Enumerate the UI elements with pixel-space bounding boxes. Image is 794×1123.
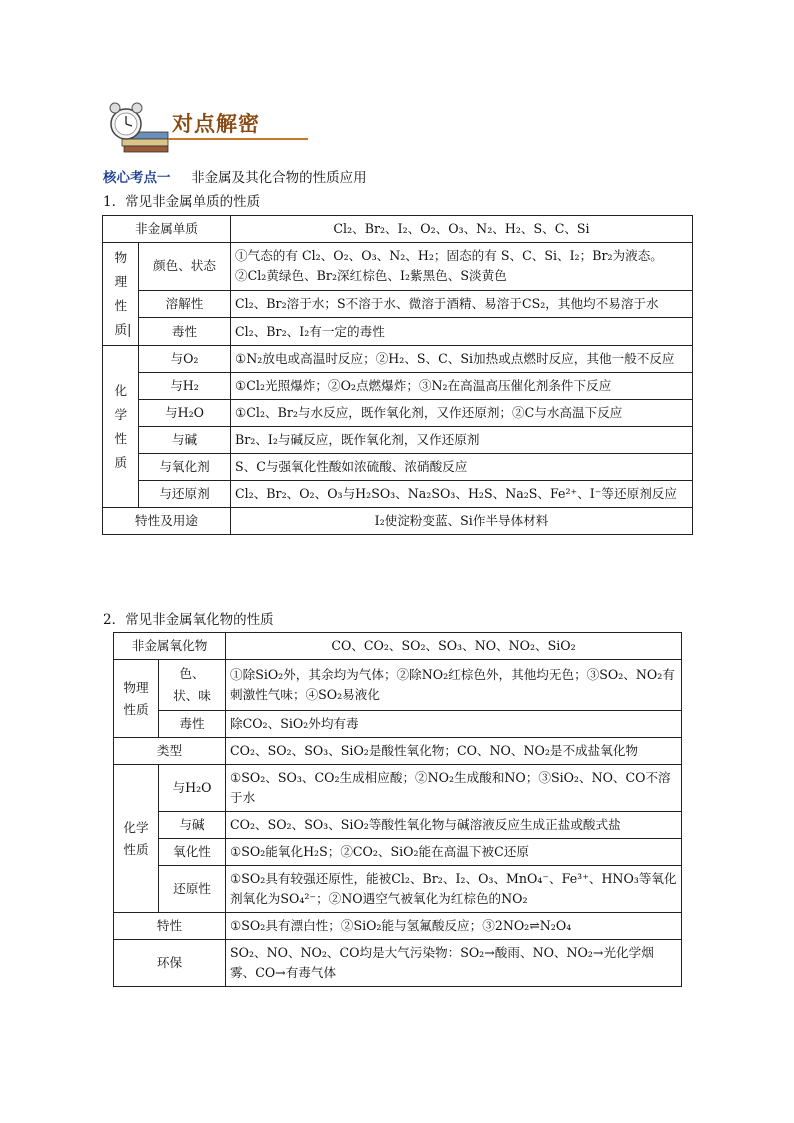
row-value: ①SO₂具有较强还原性，能被Cl₂、Br₂、I₂、O₃、MnO₄⁻、Fe³⁺、HNO₃等氧化剂氧化为SO₄²⁻；②NO遇空气被氧化为红棕色的NO₂ (226, 866, 682, 913)
nonmetal-oxides-table (113, 632, 682, 987)
color-label: 色、状、味 (173, 666, 211, 703)
row-label: 氧化性 (159, 839, 226, 866)
table-row (103, 373, 693, 400)
key-point-label: 核心考点一 (103, 170, 171, 186)
row-value: S、C与强氧化性酸如浓硫酸、浓硝酸反应 (231, 454, 693, 481)
row-value: ①SO₂能氧化H₂S；②CO₂、SiO₂能在高温下被C还原 (226, 839, 682, 866)
row-value: CO₂、SO₂、SO₃、SiO₂等酸性氧化物与碱溶液反应生成正盐或酸式盐 (226, 812, 682, 839)
group-physical-cell (103, 243, 139, 346)
group-chemical-label: 化学性质 (123, 819, 149, 857)
row-value: Cl₂、Br₂、O₂、O₃与H₂SO₃、Na₂SO₃、H₂S、Na₂S、Fe²⁺、I⁻等还原剂反应 (231, 481, 693, 508)
row-value: Cl₂、Br₂、I₂有一定的毒性 (231, 318, 693, 346)
group-chemical-cell (114, 765, 159, 913)
row-label (159, 660, 226, 711)
row-label: 与碱 (139, 427, 231, 454)
row-label: 类型 (114, 738, 226, 765)
table-row (103, 454, 693, 481)
row-value: ①SO₂具有漂白性；②SiO₂能与氢氟酸反应；③2NO₂⇌N₂O₄ (226, 913, 682, 940)
row-label: 颜色、状态 (139, 243, 231, 291)
row-value: ①气态的有 Cl₂、O₂、O₃、N₂、H₂；固态的有 S、C、Si、I₂；Br₂为液态。②Cl₂黄绿色、Br₂深红棕色、I₂紫黑色、S淡黄色 (231, 243, 693, 291)
table-header-label: 非金属单质 (103, 216, 231, 243)
row-label: 与H₂ (139, 373, 231, 400)
row-label: 毒性 (139, 318, 231, 346)
table-row (103, 508, 693, 535)
section-banner (106, 98, 306, 154)
table-row (103, 243, 693, 291)
row-value: Cl₂、Br₂溶于水；S不溶于水、微溶于酒精、易溶于CS₂，其他均不易溶于水 (231, 290, 693, 318)
row-label: 与氧化剂 (139, 454, 231, 481)
table-row (103, 427, 693, 454)
table-header-value: CO、CO₂、SO₂、SO₃、NO、NO₂、SiO₂ (226, 633, 682, 660)
group-physical-label: 物理性质 (123, 679, 149, 717)
group-physical-cell (114, 660, 159, 738)
table-row (114, 738, 682, 765)
table-row (103, 216, 693, 243)
row-value: ①Cl₂光照爆炸；②O₂点燃爆炸；③N₂在高温高压催化剂条件下反应 (231, 373, 693, 400)
row-label: 溶解性 (139, 290, 231, 318)
table-row (103, 346, 693, 373)
footer-value: I₂使淀粉变蓝、Si作半导体材料 (231, 508, 693, 535)
table-row (114, 913, 682, 940)
table-row (103, 400, 693, 427)
row-label: 特性 (114, 913, 226, 940)
nonmetal-elements-table (102, 215, 693, 535)
table-header-value: Cl₂、Br₂、I₂、O₂、O₃、N₂、H₂、S、C、Si (231, 216, 693, 243)
row-label: 与碱 (159, 812, 226, 839)
section-2-title: 2．常见非金属氧化物的性质 (103, 612, 274, 628)
row-label: 环保 (114, 940, 226, 987)
table-row (103, 318, 693, 346)
table-row (114, 839, 682, 866)
table-row (114, 940, 682, 987)
row-value: 除CO₂、SiO₂外均有毒 (226, 711, 682, 738)
table-row (114, 711, 682, 738)
group-physical-label: 物理性质| (114, 250, 132, 337)
banner-title: 对点解密 (172, 112, 260, 136)
row-label: 与H₂O (139, 400, 231, 427)
section-1-title: 1．常见非金属单质的性质 (103, 194, 261, 210)
table-row (114, 633, 682, 660)
row-label: 与H₂O (159, 765, 226, 812)
row-label: 还原性 (159, 866, 226, 913)
banner-underline (168, 138, 308, 140)
row-value: ①Cl₂、Br₂与水反应，既作氧化剂，又作还原剂；②C与水高温下反应 (231, 400, 693, 427)
alarm-clock-icon (106, 98, 170, 154)
table-row (114, 765, 682, 812)
row-value: CO₂、SO₂、SO₃、SiO₂是酸性氧化物；CO、NO、NO₂是不成盐氧化物 (226, 738, 682, 765)
row-label: 与还原剂 (139, 481, 231, 508)
row-label: 与O₂ (139, 346, 231, 373)
row-value: Br₂、I₂与碱反应，既作氧化剂，又作还原剂 (231, 427, 693, 454)
table-row (114, 660, 682, 711)
table-row (103, 290, 693, 318)
key-point-text: 非金属及其化合物的性质应用 (191, 170, 367, 186)
row-value: ①SO₂、SO₃、CO₂生成相应酸；②NO₂生成酸和NO；③SiO₂、NO、CO不溶于水 (226, 765, 682, 812)
table-row (103, 481, 693, 508)
table-row (114, 812, 682, 839)
group-chemical-cell (103, 346, 139, 508)
key-point-heading (103, 166, 367, 186)
table-header-label: 非金属氧化物 (114, 633, 226, 660)
row-label: 毒性 (159, 711, 226, 738)
row-value: ①N₂放电或高温时反应；②H₂、S、C、Si加热或点燃时反应，其他一般不反应 (231, 346, 693, 373)
row-value: SO₂、NO、NO₂、CO均是大气污染物：SO₂→酸雨、NO、NO₂→光化学烟雾、CO→有毒气体 (226, 940, 682, 987)
footer-label: 特性及用途 (103, 508, 231, 535)
row-value: ①除SiO₂外，其余均为气体；②除NO₂红棕色外，其他均无色；③SO₂、NO₂有刺激性气味；④SO₂易液化 (226, 660, 682, 711)
table-row (114, 866, 682, 913)
group-chemical-label: 化学性质 (114, 382, 128, 470)
